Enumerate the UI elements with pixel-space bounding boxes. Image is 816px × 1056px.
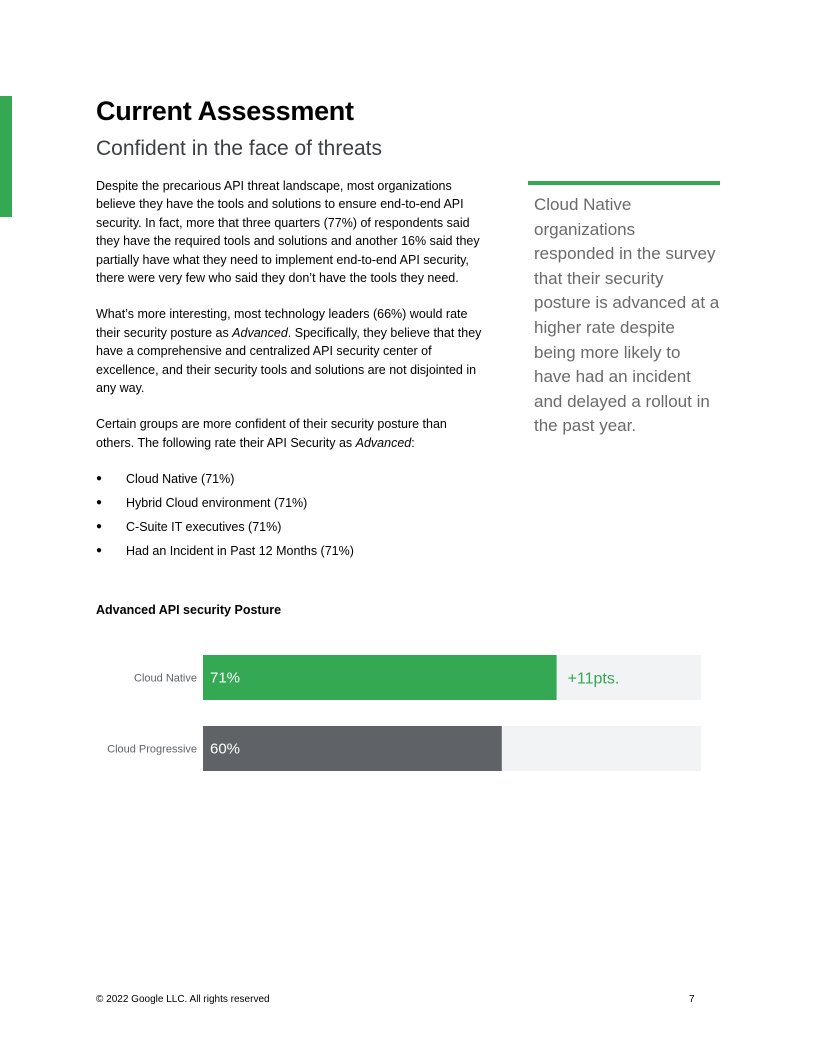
page-title: Current Assessment <box>96 96 354 126</box>
bullet-list <box>96 470 484 566</box>
bullet-item: ● C-Suite IT executives (71%) <box>96 518 484 542</box>
bullet-item: ● Had an Incident in Past 12 Months (71%) <box>96 542 484 566</box>
category-label: Cloud Native <box>134 672 197 685</box>
page-subtitle: Confident in the face of threats <box>96 137 383 160</box>
value-label: 71% <box>210 669 241 687</box>
delta-annotation: +11pts. <box>567 670 620 688</box>
bullet-item: ● Hybrid Cloud environment (71%) <box>96 494 484 518</box>
bullet-item: ● Cloud Native (71%) <box>96 470 484 494</box>
bar-chart <box>0 645 816 785</box>
bar-1 <box>203 726 502 771</box>
paragraph-1: Despite the precarious API threat landscape, most organizations believe they have the tools and solutions to ensure end-to-end API security. In fact, more that three quarters (77%) of respondents said they have the required tools and solutions and another 16% said they partially have what they need to implement end-to-end API security, there were very few who said they don’t have the tools they need. <box>96 179 480 286</box>
chart-title: Advanced API security Posture <box>96 603 282 617</box>
callout-text: Cloud Native organizations responded in the survey that their security posture is advanced at a higher rate despite being more likely to have had an incident and delayed a rollout in the past year. <box>534 195 720 436</box>
body-text <box>96 177 484 566</box>
bar-0 <box>203 655 557 700</box>
paragraph-2: What’s more interesting, most technology leaders (66%) would rate their security posture as Advanced. Specifically, they believe that they have a comprehensive and centralized API security center of excellence, and their security tools and solutions are not disjointed in any way. <box>96 307 482 396</box>
paragraph-3: Certain groups are more confident of their security posture than others. The following rate their API Security as Advanced: <box>96 417 447 450</box>
category-label: Cloud Progressive <box>107 743 197 756</box>
callout-box <box>528 181 720 439</box>
footer-copyright: © 2022 Google LLC. All rights reserved <box>96 994 270 1005</box>
page-number: 7 <box>689 994 695 1005</box>
accent-bar <box>0 96 12 217</box>
value-label: 60% <box>210 740 241 758</box>
